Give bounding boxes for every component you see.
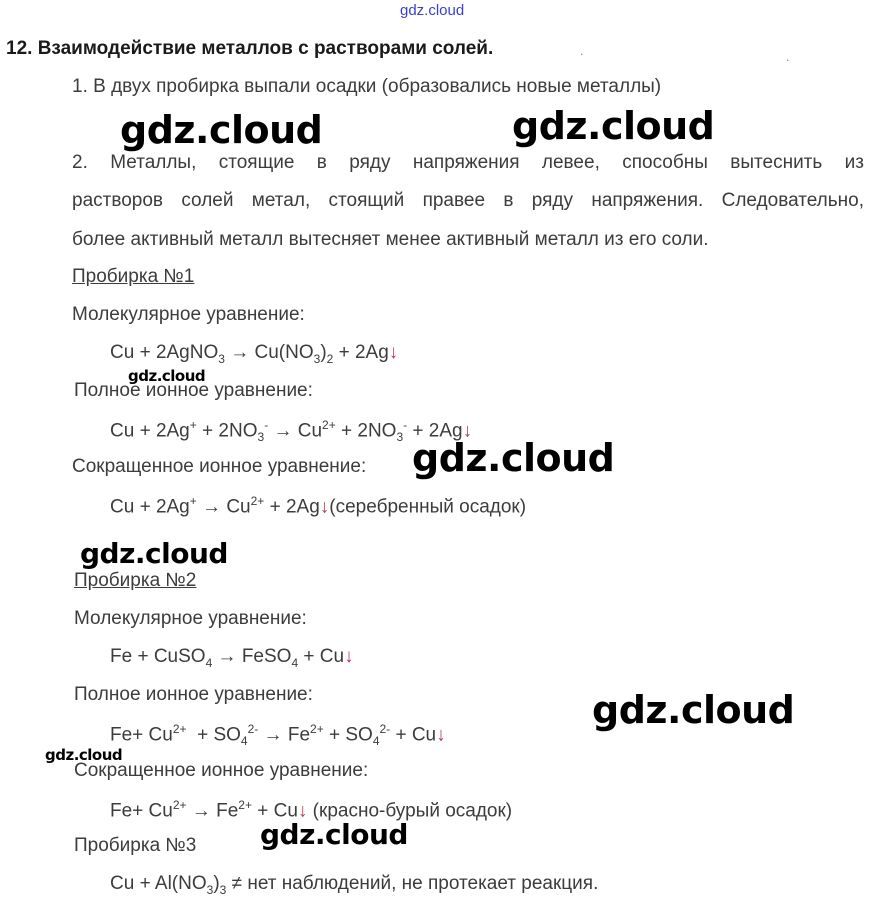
- tube-1-heading: Пробирка №1: [72, 266, 195, 287]
- watermark: gdz.cloud: [412, 436, 615, 480]
- paragraph-1: 1. В двух пробирка выпали осадки (образовались новые металлы): [72, 76, 662, 97]
- tube-2-molecular-label: Молекулярное уравнение:: [74, 608, 307, 629]
- tube-1-molecular-equation: Cu + 2AgNO$_3$ → $Cu(NO_3)_2$ + 2Ag↓: [110, 342, 399, 366]
- tube-2-heading: Пробирка №2: [74, 570, 197, 591]
- watermark-top: gdz.cloud: [400, 2, 465, 19]
- watermark: gdz.cloud: [80, 537, 228, 570]
- watermark: gdz.cloud: [592, 688, 795, 732]
- tube-1-short-ionic-label: Сокращенное ионное уравнение:: [72, 456, 367, 477]
- paragraph-2-line-3: более активный металл вытесняет менее активный металл из его соли.: [72, 229, 709, 250]
- tube-1-short-note: (серебренный осадок): [329, 496, 527, 518]
- tube-2-full-ionic-equation: $Fe+ Cu^{2+} + SO_4^{2-} \to Fe^{2+} + SO_4^{2-}$ + Cu↓: [110, 722, 446, 749]
- watermark: gdz.cloud: [128, 367, 206, 385]
- watermark: gdz.cloud: [120, 108, 323, 152]
- tube-2-full-ionic-label: Полное ионное уравнение:: [74, 684, 313, 705]
- watermark: gdz.cloud: [512, 104, 715, 148]
- tube-1-molecular-label: Молекулярное уравнение:: [72, 304, 305, 325]
- tube-2-short-ionic-equation: $Fe+ Cu^{2+} \to Fe^{2+}$ + Cu↓ (красно-бурый осадок): [110, 798, 513, 822]
- paragraph-2-line-2: растворов солей метал, стоящий правее в ряду напряжения. Следовательно,: [72, 190, 864, 211]
- tube-3-heading: Пробирка №3: [74, 835, 197, 856]
- decorative-dot: .: [786, 50, 790, 64]
- tube-1-full-ionic-equation: $Cu + 2Ag^+ + 2NO_3^- \to Cu^{2+} + 2NO_3^-$ + 2Ag↓: [110, 418, 473, 445]
- watermark: gdz.cloud: [45, 746, 123, 764]
- tube-2-short-ionic-label: Сокращенное ионное уравнение:: [74, 760, 369, 781]
- decorative-dot: .: [580, 44, 584, 58]
- tube-1-short-ionic-equation: $Cu + 2Ag^+ \to Cu^{2+}$ + 2Ag↓(серебренный осадок): [110, 494, 527, 518]
- watermark: gdz.cloud: [260, 818, 408, 851]
- tube-2-short-note: (красно-бурый осадок): [307, 800, 513, 822]
- tube-3-note: нет наблюдений, не протекает реакция.: [242, 873, 599, 894]
- tube-3-equation: $Cu + Al(NO_3)_3$ ≠ нет наблюдений, не протекает реакция.: [110, 873, 599, 897]
- page-title: 12. Взаимодействие металлов с растворами солей.: [6, 38, 494, 59]
- tube-1-full-ionic-label: Полное ионное уравнение:: [74, 380, 313, 401]
- paragraph-2-line-1: 2. Металлы, стоящие в ряду напряжения левее, способны вытеснить из: [72, 152, 864, 173]
- tube-2-molecular-equation: Fe + CuSO$_4$ → FeSO$_4$ + Cu↓: [110, 646, 354, 670]
